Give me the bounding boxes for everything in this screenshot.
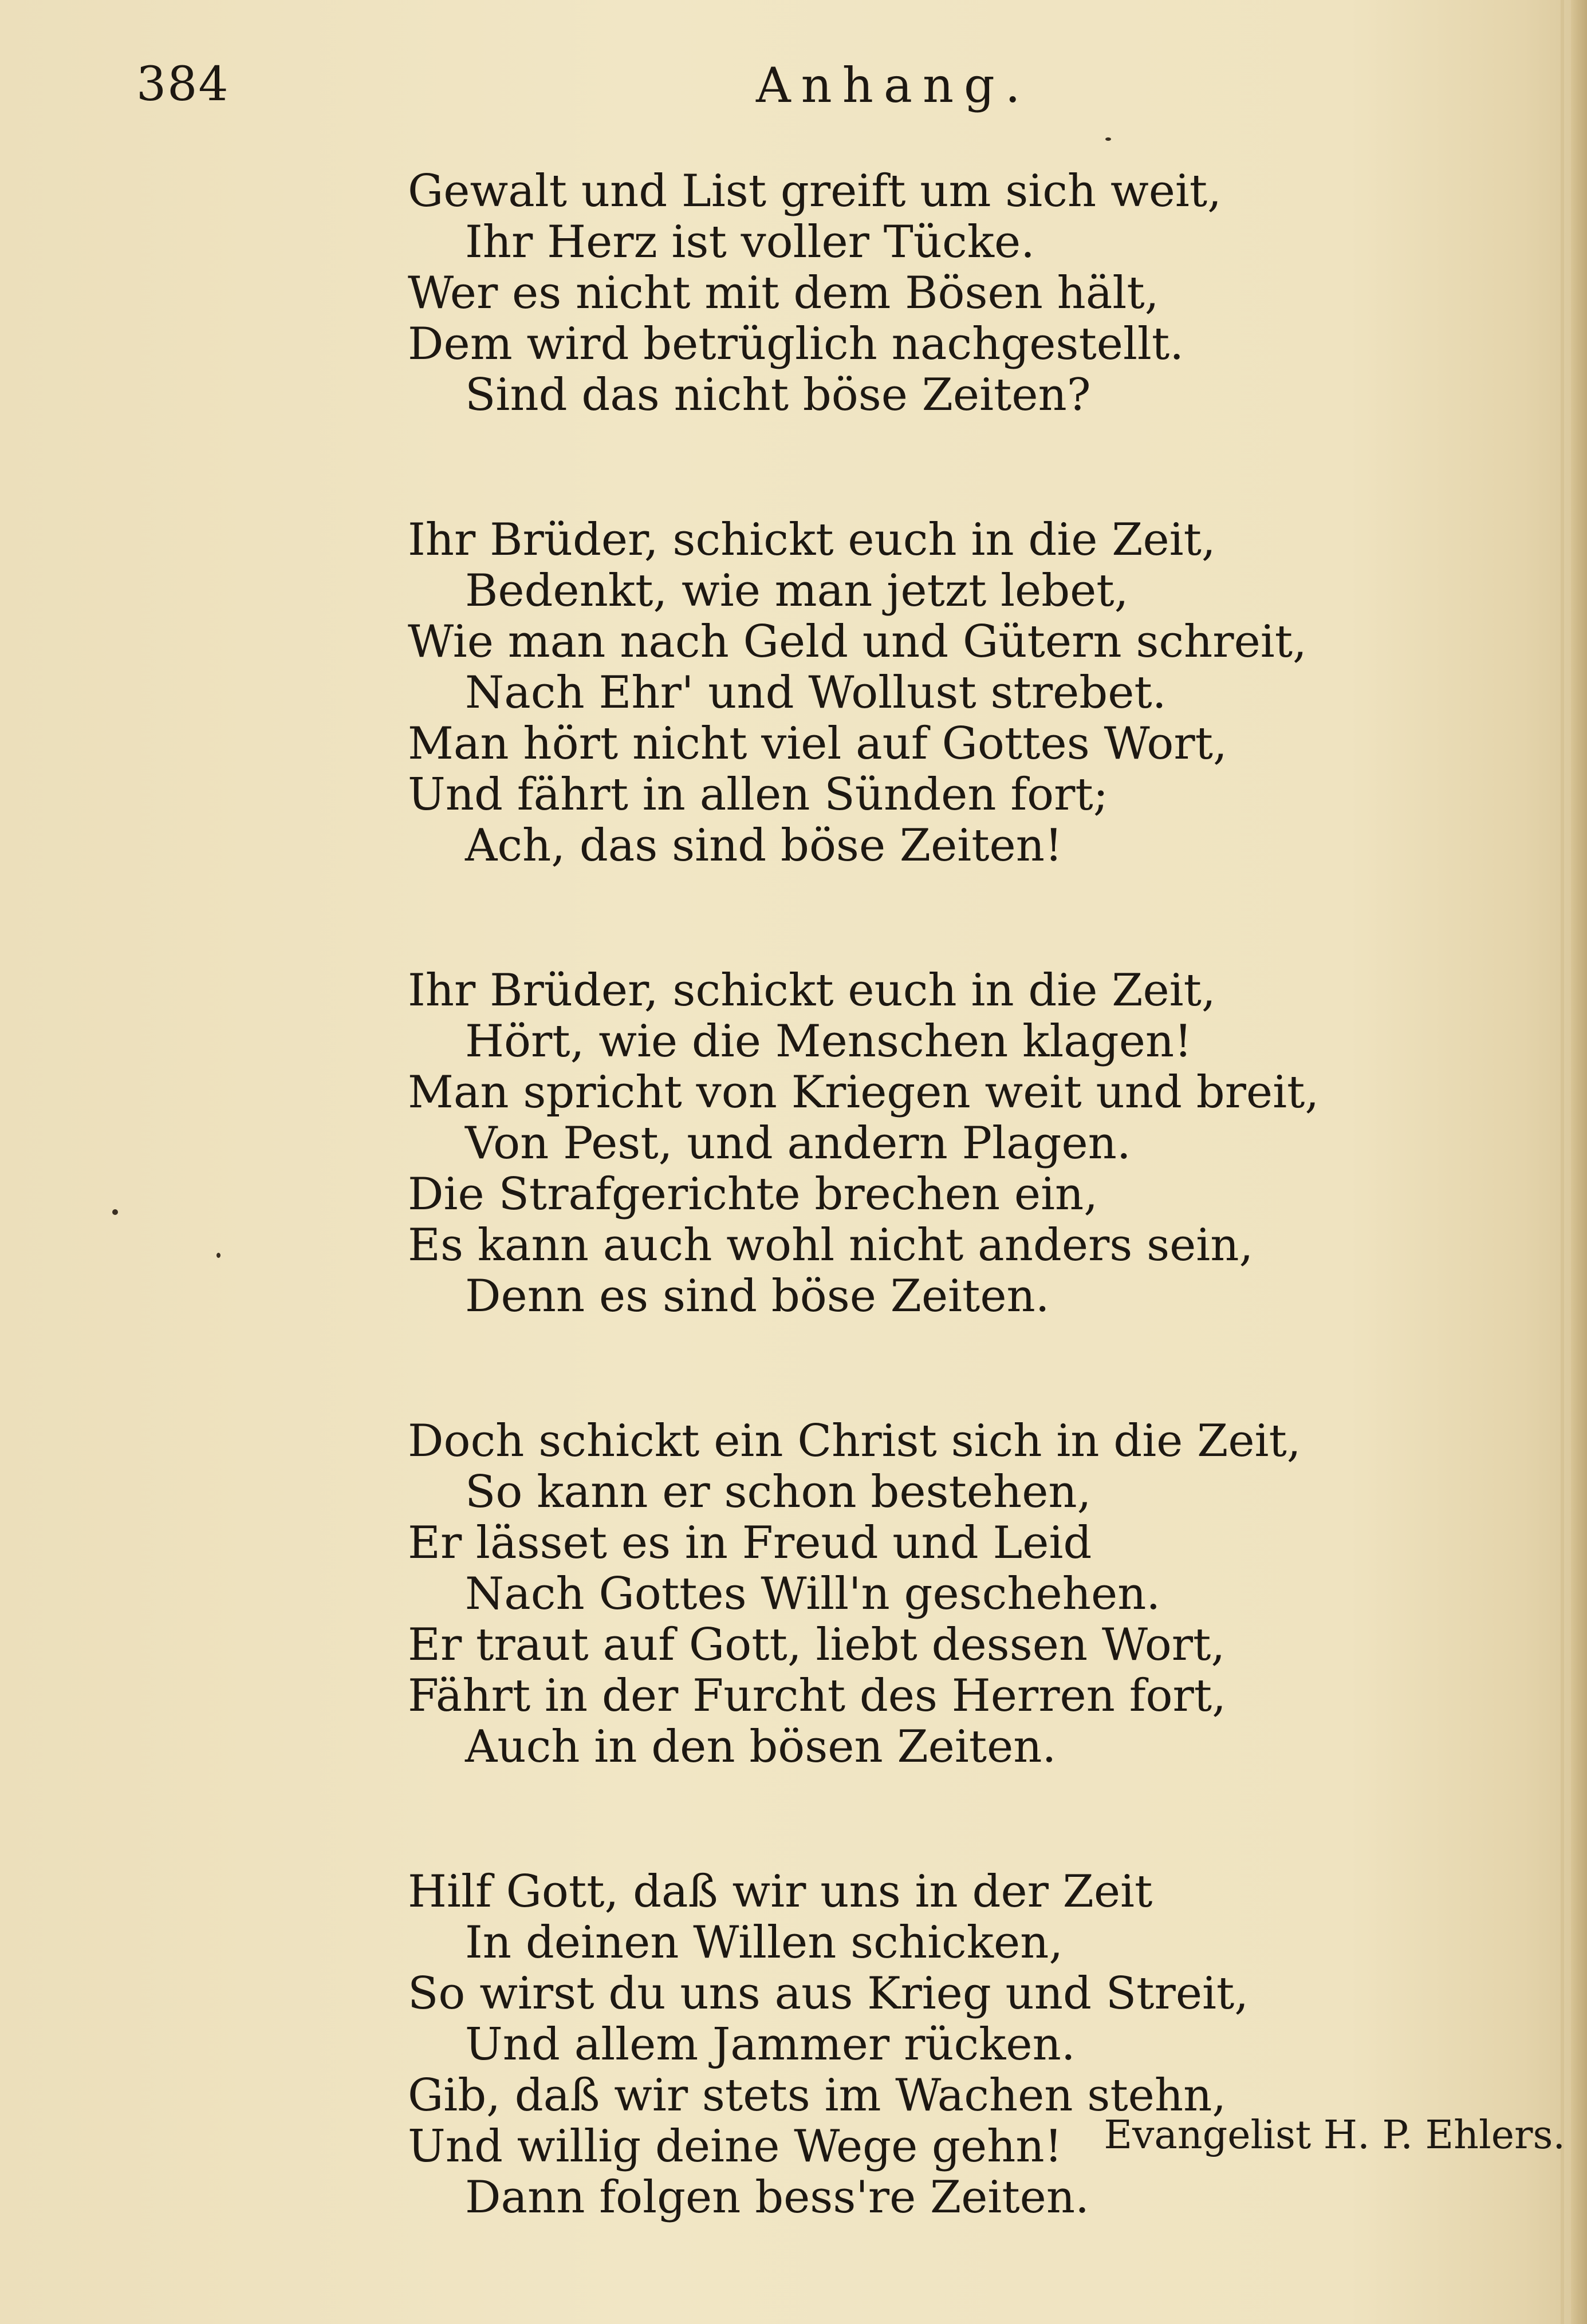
verse-line: Bedenkt, wie man jetzt lebet, xyxy=(465,565,1129,617)
verse-line: Er traut auf Gott, liebt dessen Wort, xyxy=(408,1619,1226,1671)
page-number: 384 xyxy=(136,57,230,112)
verse-line: Ihr Herz ist voller Tücke. xyxy=(465,216,1035,268)
verse-line: Die Strafgerichte brechen ein, xyxy=(408,1169,1098,1220)
stanza xyxy=(408,1416,1467,1773)
verse-line: Man spricht von Kriegen weit und breit, xyxy=(408,1067,1320,1118)
verse-line: Man hört nicht viel auf Gottes Wort, xyxy=(408,718,1227,770)
verse-line: Nach Gottes Will'n geschehen. xyxy=(465,1568,1161,1620)
author-attribution: Evangelist H. P. Ehlers. xyxy=(1104,2113,1565,2158)
poem-text xyxy=(408,166,1467,2317)
verse-line: Auch in den bösen Zeiten. xyxy=(465,1721,1057,1773)
verse-line: Von Pest, und andern Plagen. xyxy=(465,1118,1131,1169)
verse-line: Hilf Gott, daß wir uns in der Zeit xyxy=(408,1866,1153,1917)
verse-line: So kann er schon bestehen, xyxy=(465,1466,1092,1518)
ink-speck xyxy=(112,1209,118,1215)
page-fold-shadow xyxy=(1561,0,1564,2324)
verse-line: Doch schickt ein Christ sich in die Zeit, xyxy=(408,1415,1301,1467)
stanza xyxy=(408,515,1467,871)
verse-line: Er lässet es in Freud und Leid xyxy=(408,1517,1092,1569)
stanza xyxy=(408,166,1467,421)
verse-line: Ach, das sind böse Zeiten! xyxy=(465,820,1063,871)
verse-line: Dann folgen bess're Zeiten. xyxy=(465,2172,1089,2223)
verse-line: Und willig deine Wege gehn! xyxy=(408,2121,1062,2172)
ink-speck xyxy=(1105,137,1111,141)
stanza xyxy=(408,965,1467,1322)
verse-line: Ihr Brüder, schickt euch in die Zeit, xyxy=(408,514,1216,566)
verse-line: Gib, daß wir stets im Wachen stehn, xyxy=(408,2070,1227,2121)
ink-speck xyxy=(216,1253,220,1258)
verse-line: Gewalt und List greift um sich weit, xyxy=(408,165,1222,217)
stanza xyxy=(408,1867,1467,2223)
verse-line: Wie man nach Geld und Gütern schreit, xyxy=(408,616,1307,668)
verse-line: Ihr Brüder, schickt euch in die Zeit, xyxy=(408,965,1216,1016)
running-title: Anhang. xyxy=(756,57,1031,113)
verse-line: Nach Ehr' und Wollust strebet. xyxy=(465,667,1167,719)
verse-line: In deinen Willen schicken, xyxy=(465,1917,1064,1968)
verse-line: Fährt in der Furcht des Herren fort, xyxy=(408,1670,1226,1722)
verse-line: Wer es nicht mit dem Bösen hält, xyxy=(408,267,1159,319)
page-edge xyxy=(1571,0,1587,2324)
verse-line: So wirst du uns aus Krieg und Streit, xyxy=(408,1968,1249,2019)
verse-line: Es kann auch wohl nicht anders sein, xyxy=(408,1220,1254,1271)
verse-line: Sind das nicht böse Zeiten? xyxy=(465,369,1091,421)
verse-line: Und fährt in allen Sünden fort; xyxy=(408,769,1109,820)
verse-line: Dem wird betrüglich nachgestellt. xyxy=(408,318,1184,370)
verse-line: Hört, wie die Menschen klagen! xyxy=(465,1016,1192,1067)
verse-line: Denn es sind böse Zeiten. xyxy=(465,1270,1050,1322)
verse-line: Und allem Jammer rücken. xyxy=(465,2019,1076,2070)
